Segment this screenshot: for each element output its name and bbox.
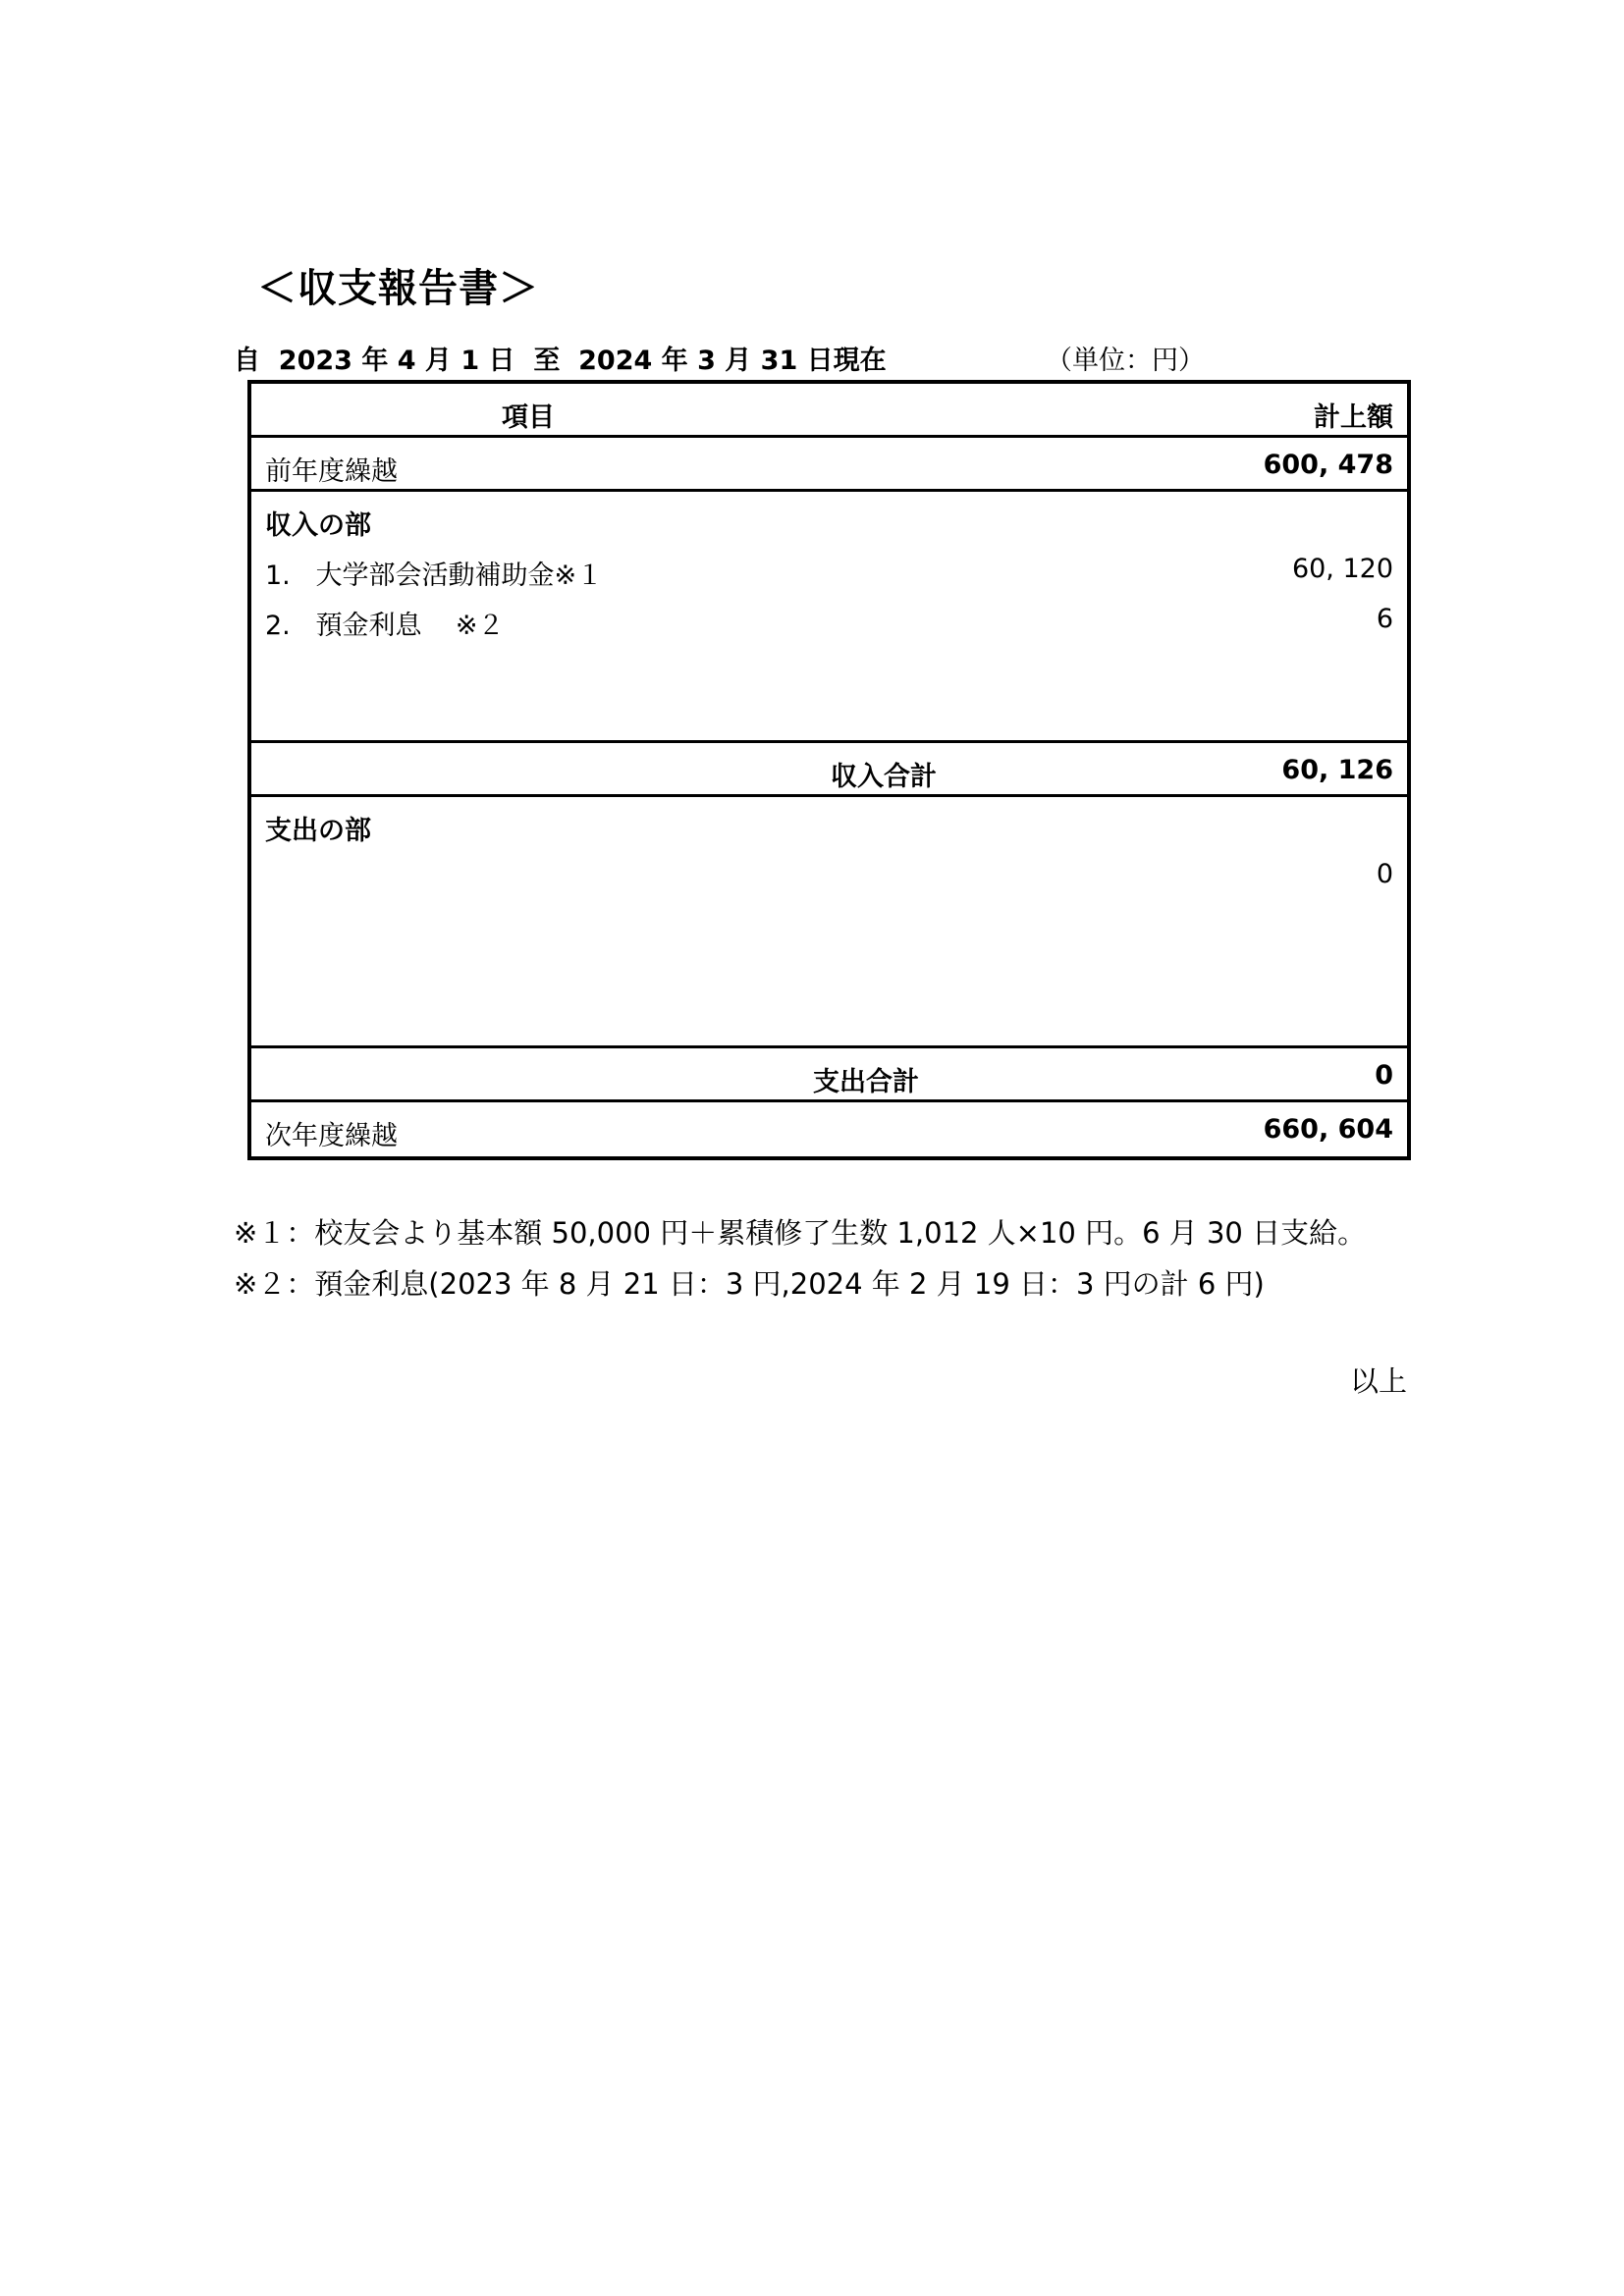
next-carryover-row — [251, 1102, 1407, 1156]
prior-carryover-amount: 600, 478 — [1263, 450, 1393, 480]
income-item-amount: 6 — [1376, 604, 1393, 634]
header-amount: 計上額 — [1314, 402, 1393, 433]
income-section-label: 収入の部 — [265, 510, 371, 541]
income-expense-table — [247, 380, 1411, 1160]
footnote-1: ※１：校友会より基本額 50,000 円＋累積修了生数 1,012 人×10 円。6 月 30 日支給。 — [234, 1216, 1367, 1250]
footnote-2: ※２：預金利息(2023 年 8 月 21 日：3 円,2024 年 2 月 19 日：3 円の計 6 円) — [234, 1267, 1265, 1301]
income-total-row — [251, 743, 1407, 797]
expense-total-row — [251, 1048, 1407, 1102]
income-item-amount: 60, 120 — [1291, 554, 1393, 584]
income-total-amount: 60, 126 — [1281, 755, 1393, 785]
currency-unit-label: （単位：円） — [1046, 346, 1205, 376]
header-item: 項目 — [502, 402, 555, 433]
prior-carryover-row — [251, 438, 1407, 492]
expense-total-label: 支出合計 — [813, 1067, 919, 1097]
table-header-row — [251, 384, 1407, 438]
income-item-label: 1. 大学部会活動補助金※１ — [265, 561, 604, 591]
document-title: ＜収支報告書＞ — [257, 266, 539, 311]
expense-section-label: 支出の部 — [265, 816, 371, 846]
report-period: 自 2023 年 4 月 1 日 至 2024 年 3 月 31 日現在 — [234, 346, 887, 376]
next-carryover-amount: 660, 604 — [1263, 1114, 1393, 1145]
footnotes — [234, 1207, 1366, 1309]
prior-carryover-label: 前年度繰越 — [265, 456, 398, 487]
expense-item-amount: 0 — [1376, 859, 1393, 889]
next-carryover-label: 次年度繰越 — [265, 1121, 398, 1151]
income-section — [251, 492, 1407, 743]
income-item-label: 2. 預金利息 ※２ — [265, 611, 505, 641]
closing-remark: 以上 — [1350, 1364, 1408, 1398]
expense-section — [251, 797, 1407, 1048]
income-total-label: 収入合計 — [831, 762, 937, 792]
expense-total-amount: 0 — [1375, 1060, 1393, 1091]
